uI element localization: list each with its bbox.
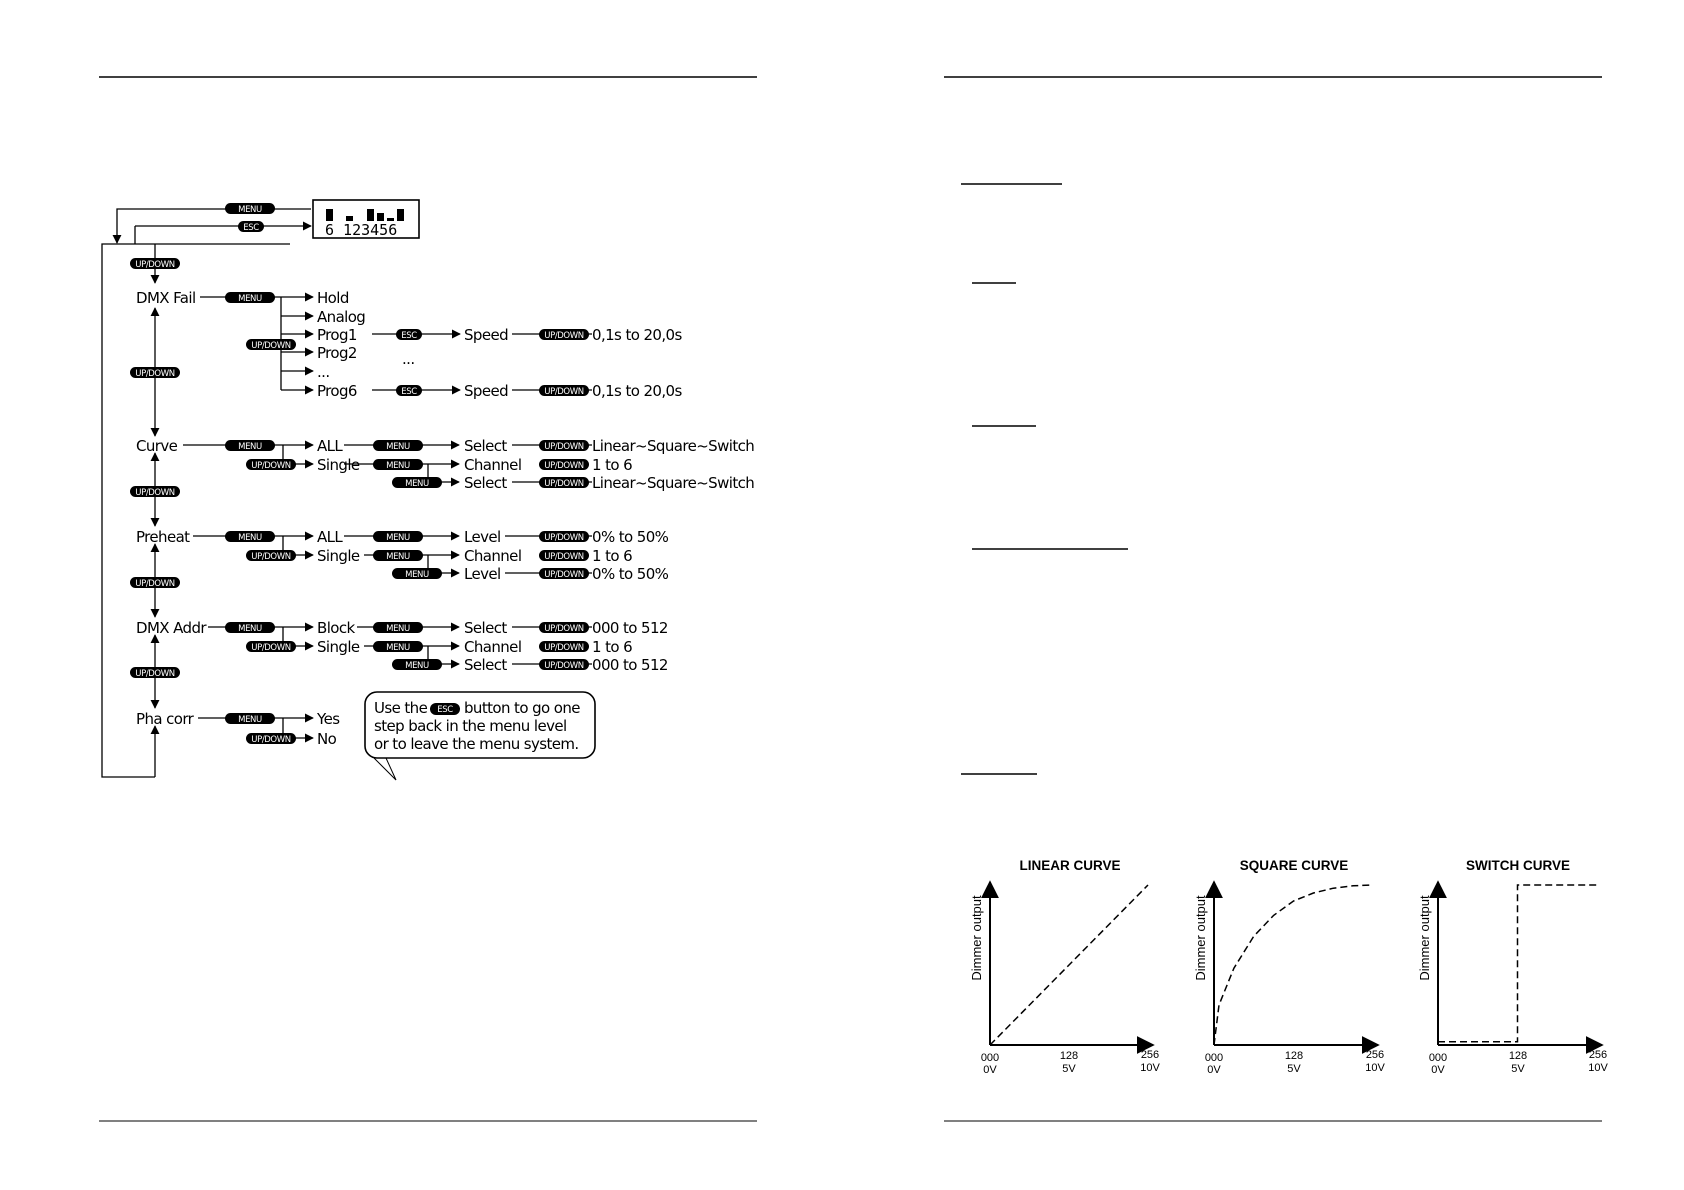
option-single: Single xyxy=(317,638,360,656)
menu-button-pill xyxy=(373,459,423,471)
preheat-title: Preheat xyxy=(136,528,190,546)
svg-text:MENU: MENU xyxy=(238,294,262,304)
x-tick-top: 256 xyxy=(1588,1049,1608,1061)
x-tick-top: 256 xyxy=(1365,1049,1385,1061)
pha-corr-options xyxy=(316,710,340,748)
select-label: Select xyxy=(464,656,507,674)
svg-text:MENU: MENU xyxy=(386,533,410,543)
dmx-addr-title: DMX Addr xyxy=(136,619,206,637)
y-axis-label: Dimmer output xyxy=(1417,895,1432,981)
svg-text:UP/DOWN: UP/DOWN xyxy=(544,533,584,543)
svg-text:MENU: MENU xyxy=(238,624,262,634)
x-tick-top: 128 xyxy=(1284,1050,1304,1062)
svg-text:UP/DOWN: UP/DOWN xyxy=(544,479,584,489)
svg-text:MENU: MENU xyxy=(238,533,262,543)
menu-button-pill xyxy=(225,203,275,215)
svg-text:UP/DOWN: UP/DOWN xyxy=(544,442,584,452)
svg-text:MENU: MENU xyxy=(238,205,262,215)
curve-line xyxy=(1438,885,1597,1042)
svg-text:MENU: MENU xyxy=(238,442,262,452)
x-tick-bottom: 0V xyxy=(1431,1064,1445,1076)
dmx-fail-options xyxy=(317,289,682,400)
channel-label: Channel xyxy=(464,638,522,656)
updown-button-pill xyxy=(130,367,180,379)
channel-range: 1 to 6 xyxy=(592,456,633,474)
loop-line xyxy=(102,244,290,777)
option-block: Block xyxy=(317,619,355,637)
note-line-1-start: Use the xyxy=(374,699,428,717)
address-range: 000 to 512 xyxy=(592,619,668,637)
svg-text:UP/DOWN: UP/DOWN xyxy=(544,461,584,471)
updown-button-pill xyxy=(539,550,589,562)
menu-button-pill xyxy=(225,531,275,543)
channel-label: Channel xyxy=(464,456,522,474)
y-axis-label: Dimmer output xyxy=(969,895,984,981)
option-hold: Hold xyxy=(317,289,349,307)
svg-text:UP/DOWN: UP/DOWN xyxy=(544,331,584,341)
option-prog1: Prog1 xyxy=(317,326,357,344)
menu-button-pill xyxy=(373,550,423,562)
channel-label: Channel xyxy=(464,547,522,565)
x-tick-bottom: 10V xyxy=(1365,1062,1385,1074)
right-page-heading-underlines xyxy=(961,184,1128,774)
menu-button-pill xyxy=(225,440,275,452)
svg-text:UP/DOWN: UP/DOWN xyxy=(544,643,584,653)
updown-button-pill xyxy=(246,550,296,562)
speed-range: 0,1s to 20,0s xyxy=(592,382,682,400)
svg-text:MENU: MENU xyxy=(386,442,410,452)
option-all: ALL xyxy=(317,528,343,546)
curve-values: Linear~Square~Switch xyxy=(592,437,755,455)
option-yes: Yes xyxy=(317,710,340,728)
svg-text:ESC: ESC xyxy=(401,387,417,397)
select-label: Select xyxy=(464,619,507,637)
esc-button-pill xyxy=(396,385,422,397)
svg-text:MENU: MENU xyxy=(386,552,410,562)
section-titles xyxy=(136,289,207,728)
lcd-bar-graph xyxy=(326,209,404,221)
updown-button-pill xyxy=(539,329,589,341)
level-range: 0% to 50% xyxy=(592,528,669,546)
svg-text:UP/DOWN: UP/DOWN xyxy=(251,461,291,471)
note-line-2: step back in the menu level xyxy=(374,717,567,735)
x-tick-top: 128 xyxy=(1059,1050,1079,1062)
updown-button-pill xyxy=(130,577,180,589)
updown-button-pill xyxy=(539,385,589,397)
svg-text:UP/DOWN: UP/DOWN xyxy=(251,643,291,653)
select-label: Select xyxy=(464,437,507,455)
svg-text:UP/DOWN: UP/DOWN xyxy=(544,387,584,397)
updown-button-pill xyxy=(539,440,589,452)
lcd-bottom-row: 6 123456 xyxy=(325,221,398,239)
updown-button-pill xyxy=(130,258,180,270)
chart-title: SWITCH CURVE xyxy=(1465,858,1571,873)
esc-button-pill xyxy=(396,329,422,341)
menu-button-pill xyxy=(373,531,423,543)
select-label: Select xyxy=(464,474,507,492)
svg-text:ESC: ESC xyxy=(437,705,453,715)
updown-button-pill xyxy=(246,459,296,471)
chart-title: SQUARE CURVE xyxy=(1239,858,1349,873)
chart-linear xyxy=(969,858,1160,1076)
chart-title: LINEAR CURVE xyxy=(1019,858,1121,873)
channel-range: 1 to 6 xyxy=(592,638,633,656)
speed-label: Speed xyxy=(464,382,509,400)
dmx-fail-title: DMX Fail xyxy=(136,289,196,307)
updown-button-pill xyxy=(246,641,296,653)
updown-button-pill xyxy=(539,459,589,471)
svg-text:UP/DOWN: UP/DOWN xyxy=(135,369,175,379)
curve-line xyxy=(990,885,1148,1045)
svg-text:UP/DOWN: UP/DOWN xyxy=(251,552,291,562)
x-tick-top: 000 xyxy=(1428,1052,1448,1064)
updown-button-pill xyxy=(539,568,589,580)
updown-button-pill xyxy=(539,622,589,634)
option-single: Single xyxy=(317,547,360,565)
menu-button-pill xyxy=(225,713,275,725)
option-dots: ... xyxy=(317,363,330,381)
level-label: Level xyxy=(464,565,501,583)
esc-button-pill xyxy=(238,221,264,233)
updown-button-pill xyxy=(130,486,180,498)
updown-button-pill xyxy=(539,659,589,671)
chart-square xyxy=(1193,858,1385,1076)
esc-note-text xyxy=(374,699,580,753)
pha-corr-title: Pha corr xyxy=(136,710,194,728)
x-tick-bottom: 0V xyxy=(983,1064,997,1076)
middle-ellipsis: ... xyxy=(402,350,415,368)
x-tick-top: 000 xyxy=(1204,1052,1224,1064)
menu-button-pill xyxy=(373,622,423,634)
speed-label: Speed xyxy=(464,326,509,344)
curve-values: Linear~Square~Switch xyxy=(592,474,755,492)
note-line-3: or to leave the menu system. xyxy=(374,735,579,753)
svg-text:UP/DOWN: UP/DOWN xyxy=(251,341,291,351)
channel-range: 1 to 6 xyxy=(592,547,633,565)
svg-text:UP/DOWN: UP/DOWN xyxy=(544,570,584,580)
updown-button-pill xyxy=(246,733,296,745)
svg-text:UP/DOWN: UP/DOWN xyxy=(135,669,175,679)
x-tick-top: 000 xyxy=(980,1052,1000,1064)
svg-text:MENU: MENU xyxy=(386,461,410,471)
level-range: 0% to 50% xyxy=(592,565,669,583)
x-tick-bottom: 0V xyxy=(1207,1064,1221,1076)
x-tick-bottom: 10V xyxy=(1588,1062,1608,1074)
svg-text:UP/DOWN: UP/DOWN xyxy=(251,735,291,745)
option-single: Single xyxy=(317,456,360,474)
menu-button-pill xyxy=(373,440,423,452)
option-prog2: Prog2 xyxy=(317,344,357,362)
x-tick-bottom: 10V xyxy=(1140,1062,1160,1074)
x-tick-bottom: 5V xyxy=(1511,1063,1525,1075)
svg-text:MENU: MENU xyxy=(405,479,429,489)
esc-note-pointer xyxy=(374,758,396,780)
x-tick-bottom: 5V xyxy=(1062,1063,1076,1075)
level-label: Level xyxy=(464,528,501,546)
svg-text:MENU: MENU xyxy=(405,661,429,671)
option-no: No xyxy=(317,730,337,748)
x-tick-bottom: 5V xyxy=(1287,1063,1301,1075)
curve-title: Curve xyxy=(136,437,178,455)
svg-text:UP/DOWN: UP/DOWN xyxy=(135,488,175,498)
option-all: ALL xyxy=(317,437,343,455)
menu-button-pill xyxy=(392,659,442,671)
menu-button-pill xyxy=(373,641,423,653)
svg-text:ESC: ESC xyxy=(243,223,259,233)
svg-text:ESC: ESC xyxy=(401,331,417,341)
menu-button-pill xyxy=(225,622,275,634)
svg-text:MENU: MENU xyxy=(405,570,429,580)
updown-button-pill xyxy=(539,531,589,543)
svg-text:MENU: MENU xyxy=(386,643,410,653)
x-tick-top: 128 xyxy=(1508,1050,1528,1062)
chart-switch xyxy=(1417,858,1608,1076)
svg-text:UP/DOWN: UP/DOWN xyxy=(544,624,584,634)
x-tick-top: 256 xyxy=(1140,1049,1160,1061)
menu-button-pill xyxy=(392,568,442,580)
svg-text:UP/DOWN: UP/DOWN xyxy=(544,661,584,671)
svg-text:MENU: MENU xyxy=(386,624,410,634)
esc-button-pill xyxy=(430,703,460,715)
svg-text:MENU: MENU xyxy=(238,715,262,725)
option-analog: Analog xyxy=(317,308,366,326)
updown-button-pill xyxy=(539,641,589,653)
address-range: 000 to 512 xyxy=(592,656,668,674)
updown-button-pill xyxy=(246,339,296,351)
speed-range: 0,1s to 20,0s xyxy=(592,326,682,344)
svg-text:UP/DOWN: UP/DOWN xyxy=(544,552,584,562)
svg-text:UP/DOWN: UP/DOWN xyxy=(135,579,175,589)
svg-text:UP/DOWN: UP/DOWN xyxy=(135,260,175,270)
curve-line xyxy=(1214,885,1373,1045)
note-line-1-end: button to go one xyxy=(464,699,580,717)
updown-button-pill xyxy=(539,477,589,489)
menu-button-pill xyxy=(225,292,275,304)
option-prog6: Prog6 xyxy=(317,382,357,400)
y-axis-label: Dimmer output xyxy=(1193,895,1208,981)
menu-button-pill xyxy=(392,477,442,489)
updown-button-pill xyxy=(130,667,180,679)
